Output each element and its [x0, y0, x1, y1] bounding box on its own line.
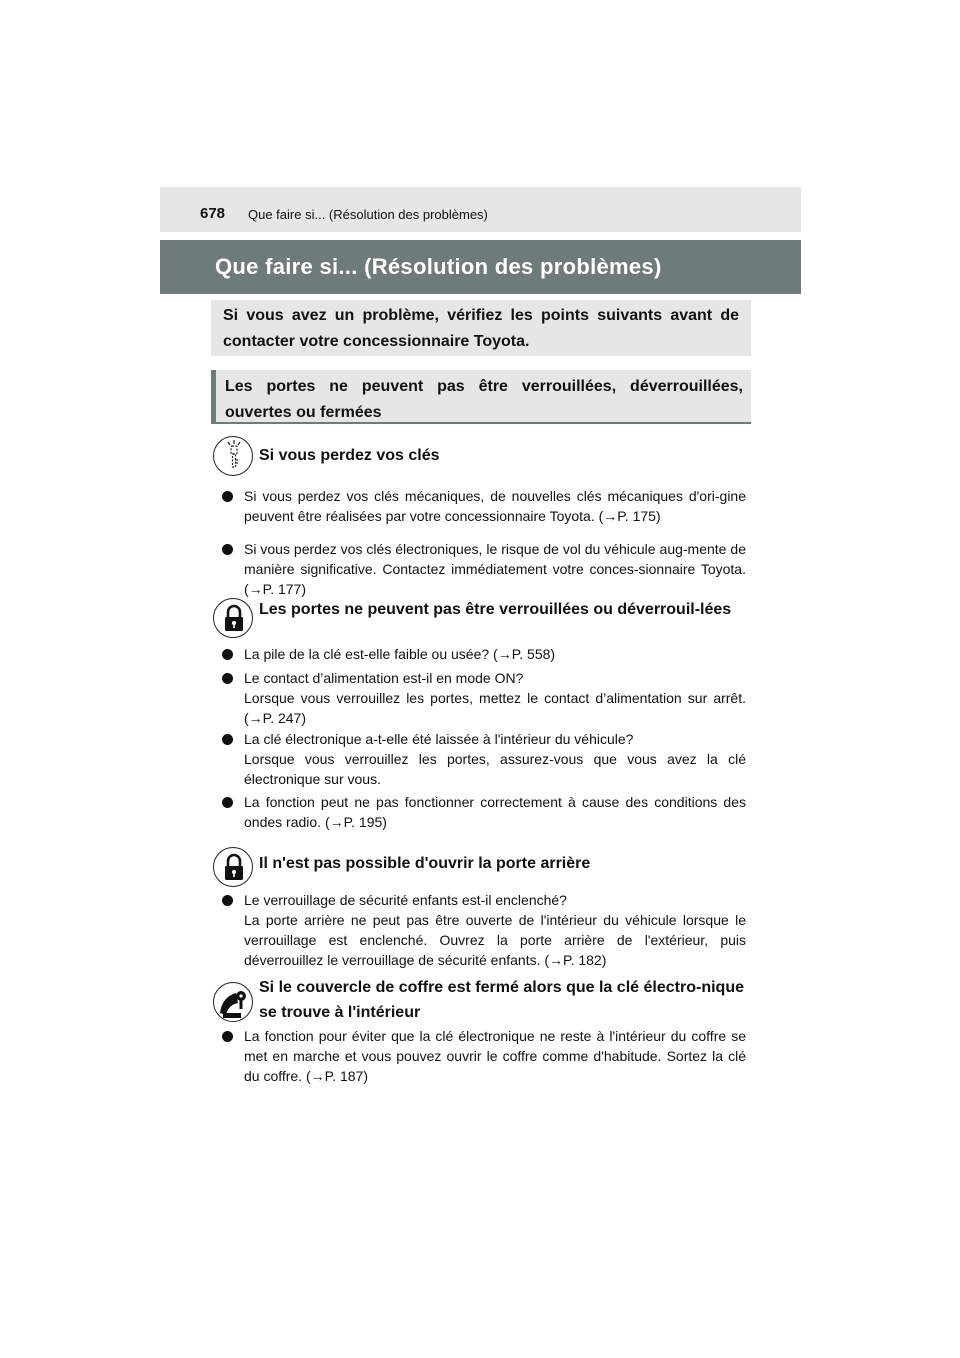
list-item — [222, 486, 746, 526]
bullet-icon — [222, 649, 233, 660]
subsection-heading: Les portes ne peuvent pas être verrouillées ou déverrouil-lées — [259, 601, 732, 618]
list-item-text: La fonction peut ne pas fonctionner correctement à cause des conditions des ondes radio. (→P. 195) — [244, 794, 746, 830]
bullet-icon — [222, 734, 233, 745]
list-item — [222, 644, 746, 664]
list-item-text: La clé électronique a-t-elle été laissée à l'intérieur du véhicule? Lorsque vous verrouillez les portes, assurez-vous que vous avez la clé électronique sur vous. — [244, 731, 746, 787]
page-title: Que faire si... (Résolution des problèmes) — [160, 240, 801, 294]
subsection-heading: Si le couvercle de coffre est fermé alors que la clé électro-nique se trouve à l'intérieur — [259, 979, 744, 1021]
intro-box: Si vous avez un problème, vérifiez les points suivants avant de contacter votre concessionnaire Toyota. — [211, 300, 751, 356]
subsection-heading: Il n'est pas possible d'ouvrir la porte arrière — [259, 855, 591, 872]
list-item — [222, 539, 746, 599]
lost-key-icon — [213, 436, 253, 476]
list-item — [222, 792, 746, 832]
key-trunk-icon — [213, 982, 253, 1022]
bullet-icon — [222, 491, 233, 502]
bullet-icon — [222, 544, 233, 555]
list-item — [222, 1026, 746, 1086]
list-item-text: La fonction pour éviter que la clé électronique ne reste à l'intérieur du coffre se met en marche et vous pouvez ouvrir le coffre comme d'habitude. Sortez la clé du coffre. (→P. 187) — [244, 1028, 746, 1084]
list-item-text: Le verrouillage de sécurité enfants est-il enclenché? La porte arrière ne peut pas être ouverte de l'intérieur du véhicule lorsque le verrouillage est enclenché. Ouvrez la porte arrière de l'extérieur, puis déverrouillez le verrouillage de sécurité enfants. (→P. 182) — [244, 892, 746, 968]
list-item-text: Si vous perdez vos clés électroniques, le risque de vol du véhicule aug-mente de manière significative. Contactez immédiatement votre conces-sionnaire Toyota. (→P. 177) — [244, 541, 746, 597]
running-title: Que faire si... (Résolution des problèmes) — [248, 207, 488, 222]
page-number: 678 — [200, 205, 226, 222]
list-item — [222, 729, 746, 789]
list-item — [222, 668, 746, 728]
lock-icon — [213, 598, 253, 638]
list-item-text: La pile de la clé est-elle faible ou usée? (→P. 558) — [244, 646, 556, 662]
bullet-icon — [222, 1031, 233, 1042]
section-heading: Les portes ne peuvent pas être verrouillées, déverrouillées, ouvertes ou fermées — [211, 370, 751, 424]
list-item — [222, 890, 746, 970]
subsection-heading: Si vous perdez vos clés — [259, 447, 440, 464]
lock-icon — [213, 847, 253, 887]
list-item-text: Le contact d’alimentation est-il en mode ON? Lorsque vous verrouillez les portes, mettez le contact d’alimentation sur arrêt. (→P. 247) — [244, 670, 746, 726]
bullet-icon — [222, 673, 233, 684]
bullet-icon — [222, 895, 233, 906]
bullet-icon — [222, 797, 233, 808]
list-item-text: Si vous perdez vos clés mécaniques, de nouvelles clés mécaniques d'ori-gine peuvent être réalisées par votre concessionnaire Toyota. (→P. 175) — [244, 488, 746, 524]
